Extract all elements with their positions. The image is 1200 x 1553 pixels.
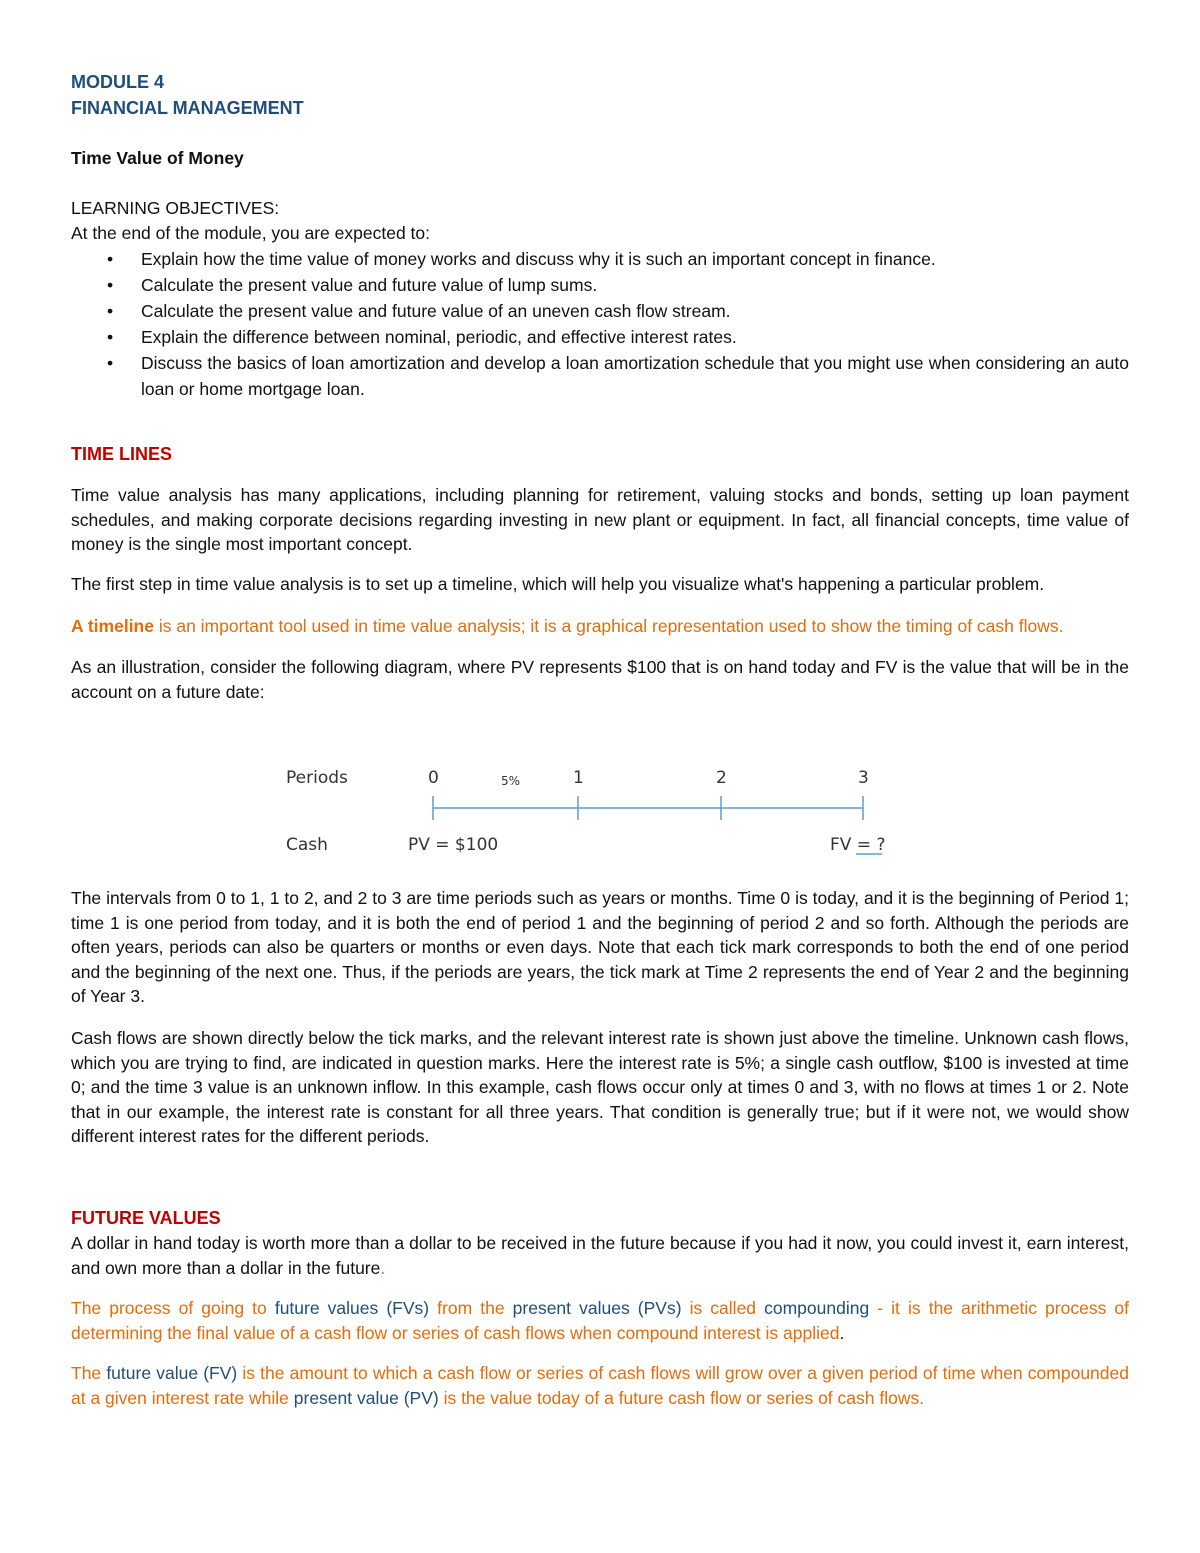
tick-label-0: 0 <box>428 768 439 788</box>
objectives-intro: At the end of the module, you are expected to: <box>71 223 430 243</box>
fv-term: future values (FVs) <box>274 1298 430 1318</box>
time-lines-heading: TIME LINES <box>71 444 173 464</box>
tick-label-2: 2 <box>716 768 727 788</box>
objectives-list <box>71 246 1129 402</box>
compounding-definition: The process of going to future values (FVs) from the present values (PVs) is called compounding - it is the arithmetic process of determining the final value of a cash flow or series of cash flows when compound interest is applied. <box>71 1298 1129 1343</box>
bullet-icon: • <box>107 353 114 373</box>
time-lines-paragraph-6: Cash flows are shown directly below the tick marks, and the relevant interest rate is shown just above the timeline. Unknown cash flows, which you are trying to find, are indicated in question marks. Here the interest rate is 5%; a single cash outflow, $100 is invested at time 0; and the time 3 value is an unknown inflow. In this example, cash flows occur only at times 0 and 3, with no flows at times 1 or 2. Note that in our example, the interest rate is constant for all three years. That condition is generally true; but if it were not, we would show different interest rates for the different periods. <box>71 1028 1129 1146</box>
bullet-icon: • <box>107 301 114 321</box>
pv-term: present values (PVs) <box>512 1298 682 1318</box>
future-value-term: future value (FV) <box>106 1363 238 1383</box>
timeline-definition: A timeline is an important tool used in time value analysis; it is a graphical representation used to show the timing of cash flows. <box>71 616 1064 636</box>
objective-item: • Explain how the time value of money works and discuss why it is such an important concept in finance. <box>71 246 1129 272</box>
fv-pv-definition: The future value (FV) is the amount to which a cash flow or series of cash flows will grow over a given period of time when compounded at a given interest rate while present value (PV) is the value today of a future cash flow or series of cash flows. <box>71 1363 1129 1408</box>
tick-label-3: 3 <box>858 768 869 788</box>
time-lines-paragraph-5: The intervals from 0 to 1, 1 to 2, and 2 to 3 are time periods such as years or months. Time 0 is today, and it is the beginning of Period 1; time 1 is one period from today, and it is both the end of period 1 and the beginning of period 2 and so forth. Although the periods are often years, periods can also be quarters or months or even days. Note that each tick mark corresponds to both the end of one period and the beginning of the next one. Thus, if the periods are years, the tick mark at Time 2 represents the end of Year 2 and the beginning of Year 3. <box>71 888 1129 1006</box>
future-values-paragraph-1: A dollar in hand today is worth more than a dollar to be received in the future because if you had it now, you could invest it, earn interest, and own more than a dollar in the future. <box>71 1233 1129 1278</box>
time-lines-paragraph-1: Time value analysis has many applications, including planning for retirement, valuing stocks and bonds, setting up loan payment schedules, and making corporate decisions regarding investing in new plant or equipment. In fact, all financial concepts, time value of money is the single most important concept. <box>71 485 1129 554</box>
bullet-icon: • <box>107 249 114 269</box>
present-value-term: present value (PV) <box>293 1387 439 1408</box>
periods-label: Periods <box>286 768 348 788</box>
compounding-term: compounding <box>764 1298 870 1318</box>
course-title: FINANCIAL MANAGEMENT <box>71 98 304 118</box>
bullet-icon: • <box>107 327 114 347</box>
module-title: MODULE 4 <box>71 72 165 92</box>
pv-label: PV = $100 <box>408 835 499 855</box>
objective-item: • Discuss the basics of loan amortization and develop a loan amortization schedule that you might use when considering an auto loan or home mortgage loan. <box>71 350 1129 402</box>
objective-item: • Calculate the present value and future value of lump sums. <box>71 272 1129 298</box>
topic-title: Time Value of Money <box>71 148 244 168</box>
timeline-diagram <box>280 755 900 865</box>
cash-label: Cash <box>286 835 328 855</box>
timeline-term: A timeline <box>71 616 154 636</box>
time-lines-paragraph-4: As an illustration, consider the following diagram, where PV represents $100 that is on hand today and FV is the value that will be in the account on a future date: <box>71 657 1129 702</box>
fv-label: FV = ? <box>830 835 886 855</box>
time-lines-paragraph-2: The first step in time value analysis is to set up a timeline, which will help you visualize what's happening a particular problem. <box>71 574 1045 594</box>
objective-item: • Explain the difference between nominal, periodic, and effective interest rates. <box>71 324 1129 350</box>
bullet-icon: • <box>107 275 114 295</box>
interest-rate-label: 5% <box>501 774 521 788</box>
tick-label-1: 1 <box>573 768 584 788</box>
timeline-axis <box>280 755 900 865</box>
future-values-heading: FUTURE VALUES <box>71 1208 221 1228</box>
objective-item: • Calculate the present value and future value of an uneven cash flow stream. <box>71 298 1129 324</box>
objectives-heading: LEARNING OBJECTIVES: <box>71 198 280 218</box>
